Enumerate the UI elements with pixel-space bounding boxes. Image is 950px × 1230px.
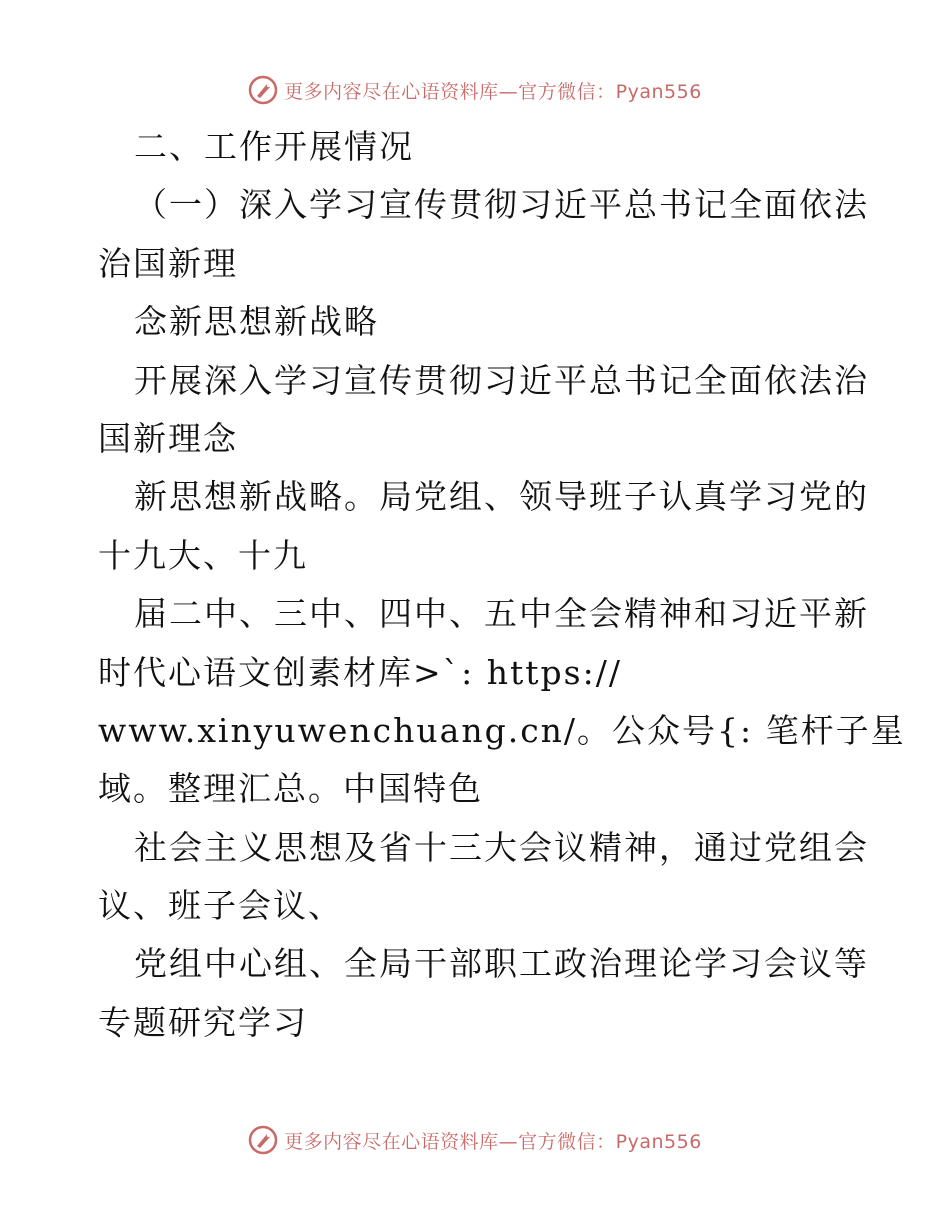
paragraph-line: 十九大、十九 (98, 535, 308, 575)
section-heading: 二、工作开展情况 (134, 127, 414, 166)
document-body (98, 118, 906, 1052)
header-watermark (0, 70, 950, 110)
paragraph-line: 念新思想新战略 (134, 302, 379, 342)
paragraph-line: （一）深入学习宣传贯彻习近平总书记全面依法 (134, 185, 869, 225)
paragraph-line: 社会主义思想及省十三大会议精神，通过党组会 (134, 827, 869, 867)
paragraph-line: 开展深入学习宣传贯彻习近平总书记全面依法治 (134, 360, 869, 400)
pen-nib-icon (248, 1125, 278, 1155)
paragraph-line: 届二中、三中、四中、五中全会精神和习近平新 (134, 594, 869, 634)
paragraph-line: 新思想新战略。局党组、领导班子认真学习党的 (134, 477, 869, 517)
footer-watermark-text: 更多内容尽在心语资料库—官方微信：Pyan556 (284, 1130, 702, 1153)
paragraph-line: www.xinyuwenchuang.cn/。公众号{: 笔杆子星 (98, 710, 906, 750)
pen-nib-icon (248, 75, 278, 105)
header-watermark-text: 更多内容尽在心语资料库—官方微信：Pyan556 (284, 80, 702, 103)
footer-watermark (0, 1120, 950, 1160)
paragraph-line: 域。整理汇总。中国特色 (98, 769, 483, 809)
paragraph-line: 党组中心组、全局干部职工政治理论学习会议等 (134, 944, 869, 984)
paragraph-line: 时代心语文创素材库>`: https:// (98, 652, 622, 692)
paragraph-line: 治国新理 (98, 243, 238, 283)
paragraph-line: 专题研究学习 (98, 1002, 308, 1042)
paragraph-line: 国新理念 (98, 418, 238, 458)
paragraph-line: 议、班子会议、 (98, 886, 343, 926)
